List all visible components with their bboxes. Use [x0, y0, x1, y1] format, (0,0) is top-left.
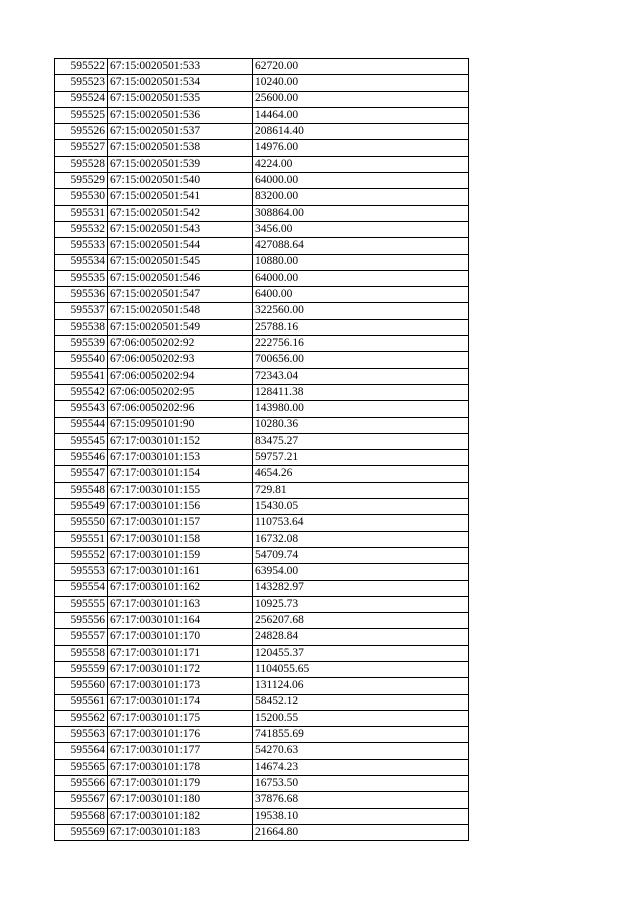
value-cell: 208614.40 [253, 124, 469, 140]
cadastral-number-cell: 67:15:0950101:90 [108, 417, 253, 433]
table-row [55, 221, 469, 237]
cadastral-number-cell: 67:17:0030101:177 [108, 743, 253, 759]
row-number-cell: 595533 [55, 238, 108, 254]
row-number-cell: 595545 [55, 433, 108, 449]
value-cell: 1104055.65 [253, 661, 469, 677]
cadastral-number-cell: 67:15:0020501:535 [108, 91, 253, 107]
table-row [55, 319, 469, 335]
cadastral-number-cell: 67:15:0020501:544 [108, 238, 253, 254]
table-row [55, 824, 469, 840]
value-cell: 729.81 [253, 482, 469, 498]
row-number-cell: 595525 [55, 107, 108, 123]
value-cell: 6400.00 [253, 287, 469, 303]
row-number-cell: 595566 [55, 776, 108, 792]
row-number-cell: 595565 [55, 759, 108, 775]
cadastral-number-cell: 67:15:0020501:534 [108, 75, 253, 91]
row-number-cell: 595527 [55, 140, 108, 156]
row-number-cell: 595559 [55, 661, 108, 677]
row-number-cell: 595554 [55, 580, 108, 596]
cadastral-number-cell: 67:15:0020501:538 [108, 140, 253, 156]
row-number-cell: 595542 [55, 384, 108, 400]
row-number-cell: 595541 [55, 368, 108, 384]
cadastral-number-cell: 67:06:0050202:96 [108, 401, 253, 417]
table-row [55, 727, 469, 743]
cadastral-number-cell: 67:17:0030101:175 [108, 710, 253, 726]
table-row [55, 107, 469, 123]
cadastral-number-cell: 67:17:0030101:180 [108, 792, 253, 808]
row-number-cell: 595560 [55, 678, 108, 694]
row-number-cell: 595551 [55, 531, 108, 547]
value-cell: 14464.00 [253, 107, 469, 123]
table-row [55, 564, 469, 580]
table-row [55, 596, 469, 612]
value-cell: 25600.00 [253, 91, 469, 107]
value-cell: 64000.00 [253, 270, 469, 286]
value-cell: 10280.36 [253, 417, 469, 433]
value-cell: 4224.00 [253, 156, 469, 172]
cadastral-number-cell: 67:17:0030101:173 [108, 678, 253, 694]
value-cell: 15200.55 [253, 710, 469, 726]
row-number-cell: 595546 [55, 450, 108, 466]
row-number-cell: 595529 [55, 173, 108, 189]
cadastral-number-cell: 67:17:0030101:153 [108, 450, 253, 466]
table-row [55, 75, 469, 91]
table-row [55, 776, 469, 792]
value-cell: 21664.80 [253, 824, 469, 840]
row-number-cell: 595567 [55, 792, 108, 808]
value-cell: 54270.63 [253, 743, 469, 759]
cadastral-number-cell: 67:15:0020501:543 [108, 221, 253, 237]
cadastral-number-cell: 67:15:0020501:546 [108, 270, 253, 286]
table-row [55, 303, 469, 319]
cadastral-number-cell: 67:06:0050202:93 [108, 352, 253, 368]
value-cell: 16732.08 [253, 531, 469, 547]
row-number-cell: 595562 [55, 710, 108, 726]
table-row [55, 270, 469, 286]
cadastral-number-cell: 67:15:0020501:547 [108, 287, 253, 303]
row-number-cell: 595530 [55, 189, 108, 205]
cadastral-number-cell: 67:17:0030101:154 [108, 466, 253, 482]
row-number-cell: 595540 [55, 352, 108, 368]
table-row [55, 808, 469, 824]
cadastral-number-cell: 67:15:0020501:548 [108, 303, 253, 319]
value-cell: 120455.37 [253, 645, 469, 661]
cadastral-number-cell: 67:17:0030101:161 [108, 564, 253, 580]
table-row [55, 694, 469, 710]
value-cell: 131124.06 [253, 678, 469, 694]
table-row [55, 124, 469, 140]
value-cell: 4654.26 [253, 466, 469, 482]
table-row [55, 156, 469, 172]
table-row [55, 499, 469, 515]
value-cell: 14976.00 [253, 140, 469, 156]
value-cell: 700656.00 [253, 352, 469, 368]
row-number-cell: 595552 [55, 547, 108, 563]
row-number-cell: 595563 [55, 727, 108, 743]
cadastral-value-table [54, 58, 469, 841]
value-cell: 308864.00 [253, 205, 469, 221]
table-row [55, 661, 469, 677]
row-number-cell: 595569 [55, 824, 108, 840]
table-row [55, 173, 469, 189]
value-cell: 222756.16 [253, 336, 469, 352]
cadastral-number-cell: 67:17:0030101:158 [108, 531, 253, 547]
cadastral-number-cell: 67:15:0020501:541 [108, 189, 253, 205]
cadastral-number-cell: 67:17:0030101:182 [108, 808, 253, 824]
row-number-cell: 595537 [55, 303, 108, 319]
row-number-cell: 595524 [55, 91, 108, 107]
row-number-cell: 595531 [55, 205, 108, 221]
cadastral-number-cell: 67:15:0020501:537 [108, 124, 253, 140]
cadastral-number-cell: 67:17:0030101:162 [108, 580, 253, 596]
row-number-cell: 595528 [55, 156, 108, 172]
table-row [55, 450, 469, 466]
table-row [55, 336, 469, 352]
table-row [55, 759, 469, 775]
value-cell: 62720.00 [253, 59, 469, 75]
cadastral-number-cell: 67:17:0030101:156 [108, 499, 253, 515]
row-number-cell: 595523 [55, 75, 108, 91]
cadastral-number-cell: 67:17:0030101:172 [108, 661, 253, 677]
value-cell: 143980.00 [253, 401, 469, 417]
cadastral-number-cell: 67:15:0020501:533 [108, 59, 253, 75]
table-row [55, 515, 469, 531]
cadastral-number-cell: 67:15:0020501:540 [108, 173, 253, 189]
table-body [55, 59, 469, 841]
table-row [55, 547, 469, 563]
row-number-cell: 595556 [55, 613, 108, 629]
cadastral-number-cell: 67:17:0030101:157 [108, 515, 253, 531]
row-number-cell: 595548 [55, 482, 108, 498]
cadastral-number-cell: 67:15:0020501:549 [108, 319, 253, 335]
table-row [55, 287, 469, 303]
value-cell: 54709.74 [253, 547, 469, 563]
table-row [55, 710, 469, 726]
table-row [55, 368, 469, 384]
cadastral-number-cell: 67:17:0030101:176 [108, 727, 253, 743]
value-cell: 16753.50 [253, 776, 469, 792]
cadastral-number-cell: 67:17:0030101:183 [108, 824, 253, 840]
table-row [55, 743, 469, 759]
cadastral-number-cell: 67:17:0030101:163 [108, 596, 253, 612]
value-cell: 427088.64 [253, 238, 469, 254]
value-cell: 19538.10 [253, 808, 469, 824]
table-row [55, 189, 469, 205]
table-row [55, 417, 469, 433]
value-cell: 63954.00 [253, 564, 469, 580]
value-cell: 15430.05 [253, 499, 469, 515]
value-cell: 10925.73 [253, 596, 469, 612]
cadastral-number-cell: 67:17:0030101:159 [108, 547, 253, 563]
value-cell: 10240.00 [253, 75, 469, 91]
cadastral-number-cell: 67:17:0030101:171 [108, 645, 253, 661]
row-number-cell: 595526 [55, 124, 108, 140]
value-cell: 3456.00 [253, 221, 469, 237]
cadastral-number-cell: 67:15:0020501:539 [108, 156, 253, 172]
value-cell: 83200.00 [253, 189, 469, 205]
row-number-cell: 595543 [55, 401, 108, 417]
table-row [55, 531, 469, 547]
row-number-cell: 595568 [55, 808, 108, 824]
table-row [55, 433, 469, 449]
value-cell: 741855.69 [253, 727, 469, 743]
value-cell: 10880.00 [253, 254, 469, 270]
cadastral-number-cell: 67:06:0050202:92 [108, 336, 253, 352]
table-row [55, 580, 469, 596]
row-number-cell: 595555 [55, 596, 108, 612]
row-number-cell: 595553 [55, 564, 108, 580]
value-cell: 64000.00 [253, 173, 469, 189]
table-row [55, 629, 469, 645]
cadastral-number-cell: 67:15:0020501:536 [108, 107, 253, 123]
table-row [55, 613, 469, 629]
table-row [55, 140, 469, 156]
value-cell: 128411.38 [253, 384, 469, 400]
table-row [55, 352, 469, 368]
row-number-cell: 595532 [55, 221, 108, 237]
row-number-cell: 595538 [55, 319, 108, 335]
row-number-cell: 595536 [55, 287, 108, 303]
value-cell: 25788.16 [253, 319, 469, 335]
row-number-cell: 595564 [55, 743, 108, 759]
value-cell: 72343.04 [253, 368, 469, 384]
cadastral-number-cell: 67:17:0030101:179 [108, 776, 253, 792]
value-cell: 14674.23 [253, 759, 469, 775]
cadastral-number-cell: 67:06:0050202:95 [108, 384, 253, 400]
table-row [55, 384, 469, 400]
value-cell: 256207.68 [253, 613, 469, 629]
value-cell: 37876.68 [253, 792, 469, 808]
row-number-cell: 595561 [55, 694, 108, 710]
row-number-cell: 595535 [55, 270, 108, 286]
cadastral-number-cell: 67:17:0030101:152 [108, 433, 253, 449]
row-number-cell: 595558 [55, 645, 108, 661]
cadastral-number-cell: 67:15:0020501:542 [108, 205, 253, 221]
row-number-cell: 595550 [55, 515, 108, 531]
row-number-cell: 595557 [55, 629, 108, 645]
cadastral-number-cell: 67:17:0030101:178 [108, 759, 253, 775]
row-number-cell: 595522 [55, 59, 108, 75]
cadastral-number-cell: 67:15:0020501:545 [108, 254, 253, 270]
table-row [55, 59, 469, 75]
table-row [55, 401, 469, 417]
value-cell: 143282.97 [253, 580, 469, 596]
value-cell: 59757.21 [253, 450, 469, 466]
row-number-cell: 595539 [55, 336, 108, 352]
table-row [55, 254, 469, 270]
value-cell: 83475.27 [253, 433, 469, 449]
table-row [55, 466, 469, 482]
row-number-cell: 595534 [55, 254, 108, 270]
cadastral-number-cell: 67:17:0030101:155 [108, 482, 253, 498]
value-cell: 24828.84 [253, 629, 469, 645]
row-number-cell: 595547 [55, 466, 108, 482]
table-row [55, 482, 469, 498]
value-cell: 58452.12 [253, 694, 469, 710]
row-number-cell: 595549 [55, 499, 108, 515]
cadastral-number-cell: 67:17:0030101:164 [108, 613, 253, 629]
cadastral-number-cell: 67:17:0030101:170 [108, 629, 253, 645]
cadastral-number-cell: 67:06:0050202:94 [108, 368, 253, 384]
table-row [55, 205, 469, 221]
cadastral-number-cell: 67:17:0030101:174 [108, 694, 253, 710]
value-cell: 110753.64 [253, 515, 469, 531]
row-number-cell: 595544 [55, 417, 108, 433]
table-row [55, 678, 469, 694]
table-row [55, 238, 469, 254]
table-row [55, 645, 469, 661]
table-row [55, 91, 469, 107]
value-cell: 322560.00 [253, 303, 469, 319]
table-row [55, 792, 469, 808]
